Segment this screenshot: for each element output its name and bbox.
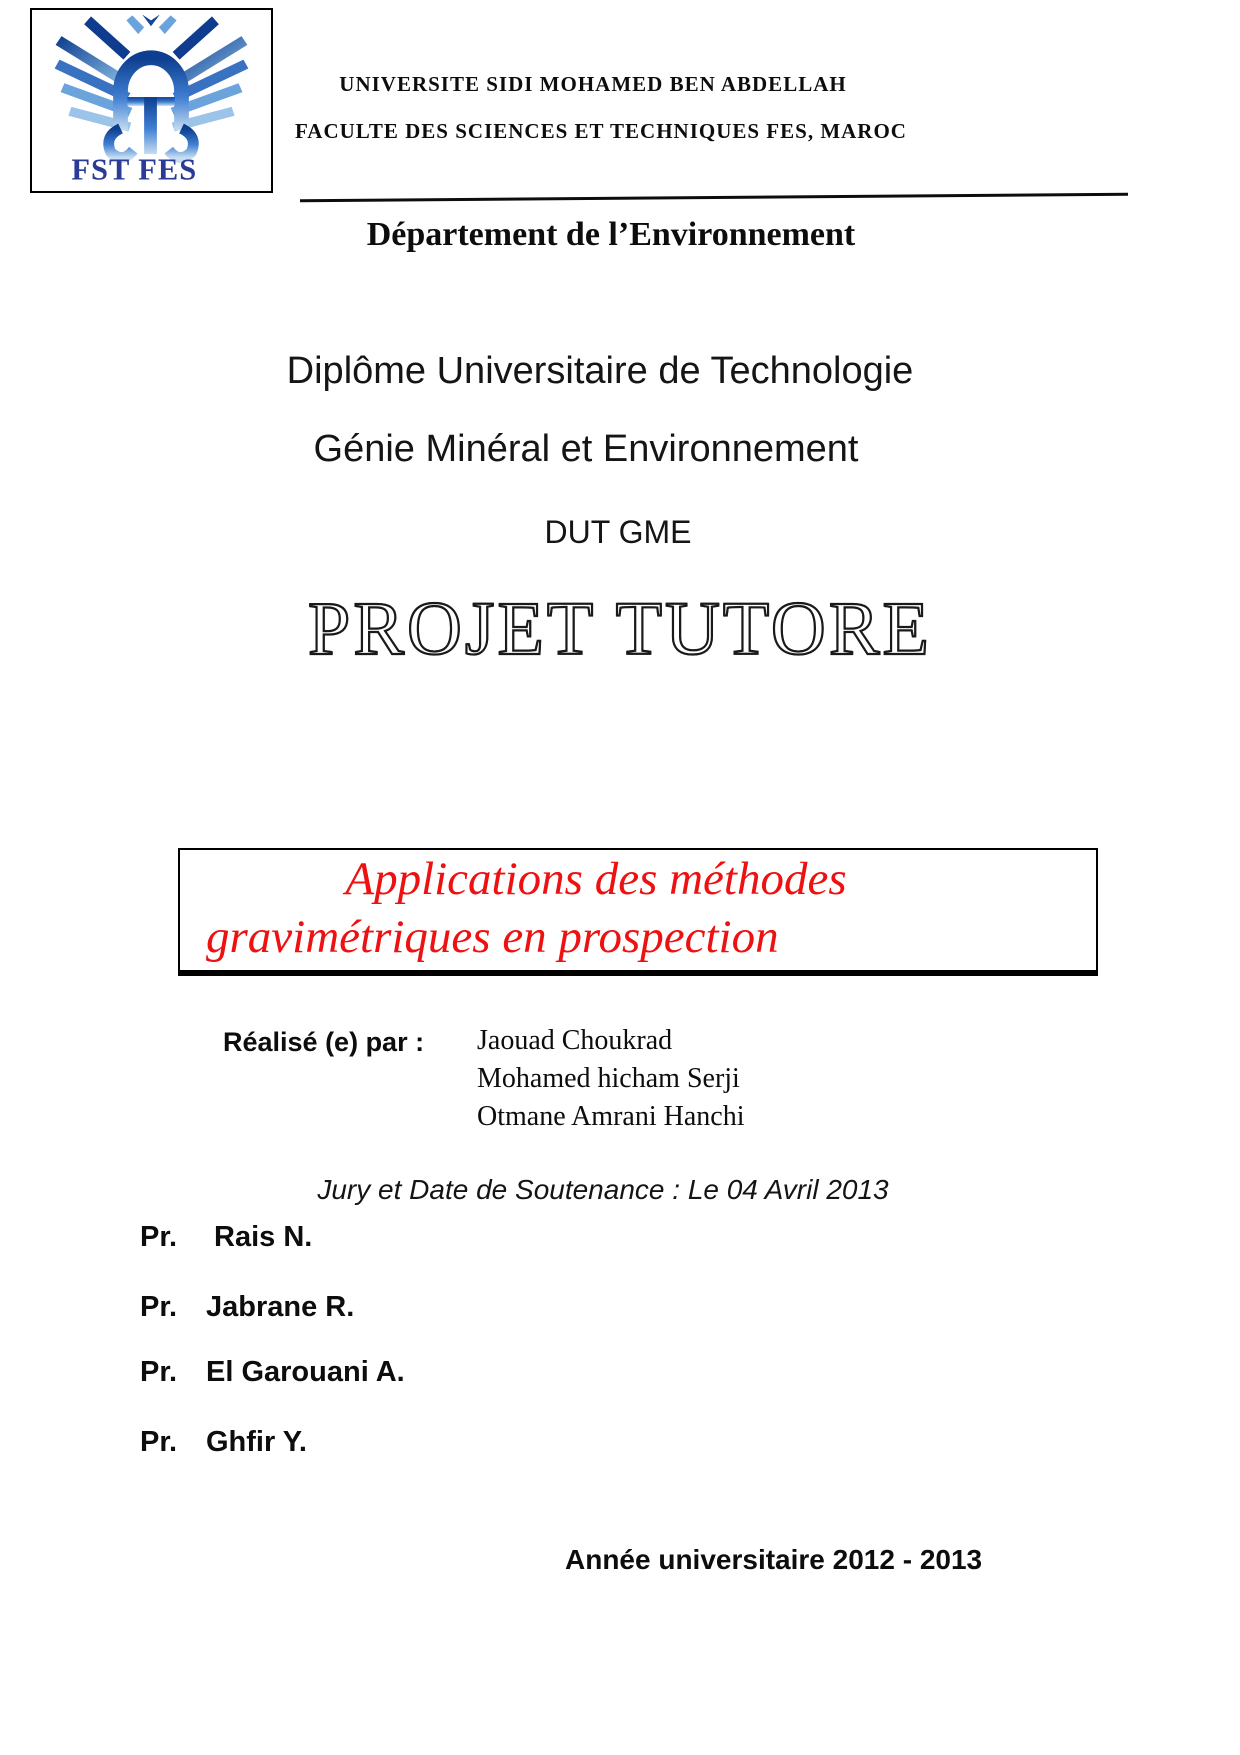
degree-line-1: Diplôme Universitaire de Technologie	[286, 350, 914, 392]
fst-fes-emblem-icon	[32, 10, 271, 191]
jury-member-row	[140, 1221, 312, 1254]
department-name: Département de l’Environnement	[366, 216, 856, 253]
university-logo	[30, 8, 273, 193]
jury-member-name: Rais N.	[214, 1221, 313, 1253]
jury-member-name: Ghfir Y.	[206, 1426, 307, 1458]
header-divider	[300, 193, 1128, 203]
project-title-box	[178, 848, 1098, 976]
jury-member-name: El Garouani A.	[206, 1356, 405, 1388]
jury-member-title: Pr.	[140, 1291, 178, 1323]
project-title-line-2: gravimétriques en prospection	[206, 911, 779, 963]
author-name: Mohamed hicham Serji	[477, 1063, 740, 1094]
jury-member-row	[140, 1426, 307, 1459]
logo-text: FST FES	[71, 152, 198, 187]
academic-year: Année universitaire 2012 - 2013	[565, 1544, 983, 1575]
authors-list	[477, 1022, 744, 1136]
jury-member-name: Jabrane R.	[206, 1291, 355, 1323]
jury-date-heading: Jury et Date de Soutenance : Le 04 Avril 2013	[317, 1174, 889, 1205]
jury-member-row	[140, 1356, 405, 1389]
author-name: Otmane Amrani Hanchi	[477, 1101, 745, 1132]
university-name: UNIVERSITE SIDI MOHAMED BEN ABDELLAH	[339, 72, 847, 96]
authors-label: Réalisé (e) par :	[223, 1027, 425, 1057]
faculty-name: FACULTE DES SCIENCES ET TECHNIQUES FES, MAROC	[295, 119, 907, 143]
jury-member-title: Pr.	[140, 1426, 178, 1458]
degree-line-2: Génie Minéral et Environnement	[313, 428, 859, 470]
project-title-line-1: Applications des méthodes	[345, 853, 847, 905]
author-name: Jaouad Choukrad	[477, 1025, 673, 1056]
jury-member-title: Pr.	[140, 1356, 178, 1388]
jury-member-row	[140, 1291, 354, 1324]
degree-abbreviation: DUT GME	[544, 514, 692, 550]
jury-member-title: Pr.	[140, 1221, 178, 1253]
project-type-title: PROJET TUTORE	[308, 587, 932, 671]
